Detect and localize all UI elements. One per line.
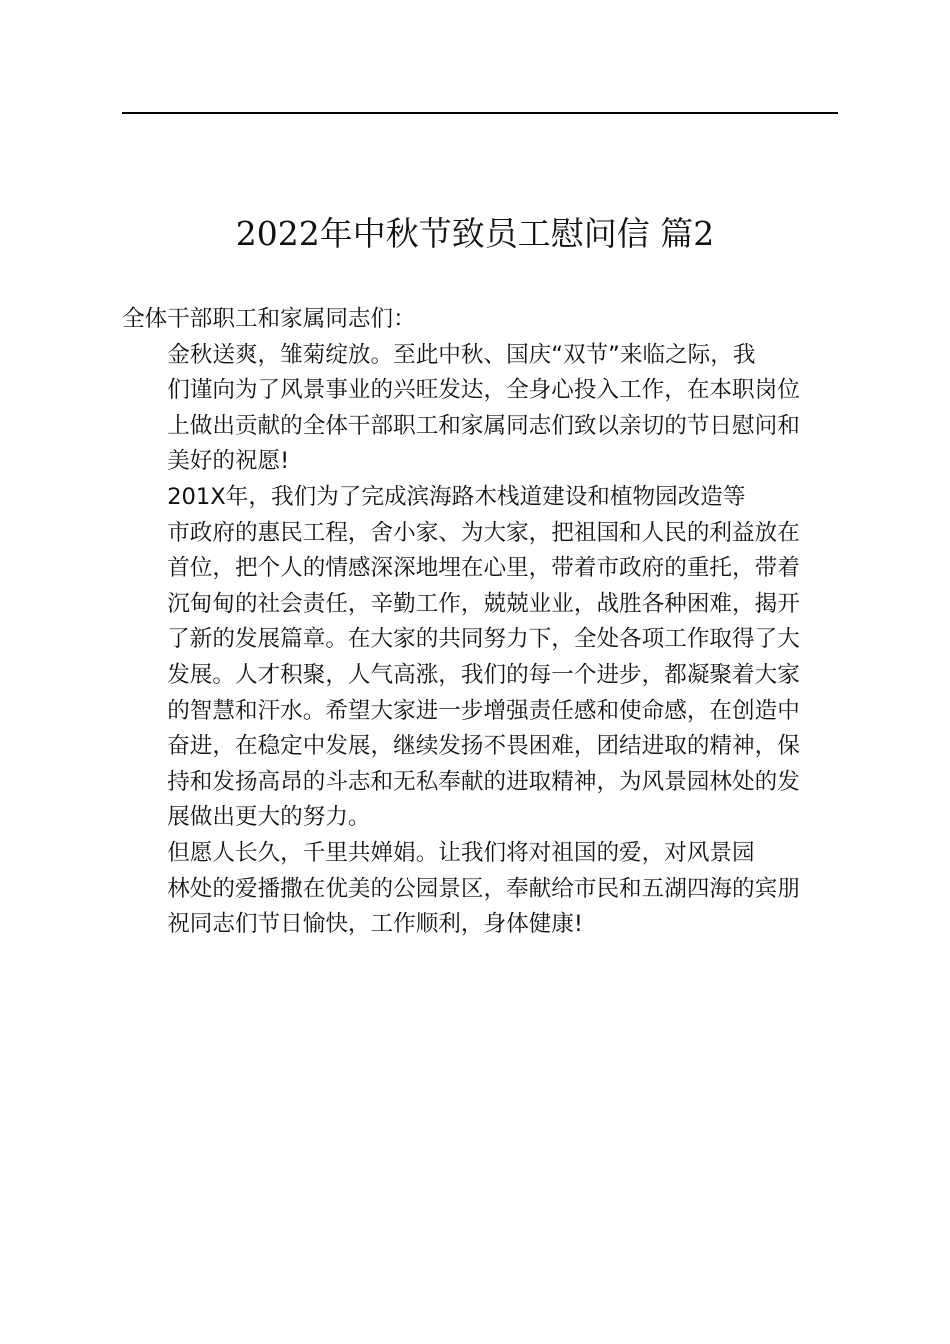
text-line: 们谨向为了风景事业的兴旺发达，全身心投入工作，在本职岗位 [167,377,800,404]
page-title: 2022年中秋节致员工慰问信 篇2 [235,214,715,253]
text-line: 奋进，在稳定中发展，继续发扬不畏困难，团结进取的精神，保 [167,733,800,760]
text-line: 首位，把个人的情感深深地埋在心里，带着市政府的重托，带着 [167,555,800,582]
paragraph-2 [122,480,838,836]
paragraph-3 [122,836,838,907]
text-line: 展做出更大的努力。 [167,804,371,831]
text-line: 市政府的惠民工程，舍小家、为大家，把祖国和人民的利益放在 [167,519,800,546]
text-line: 发展。人才积聚，人气高涨，我们的每一个进步，都凝聚着大家 [167,661,800,688]
text-line: 了新的发展篇章。在大家的共同努力下，全处各项工作取得了大 [167,626,800,653]
text-line: 金秋送爽，雏菊绽放。至此中秋、国庆“双节”来临之际，我 [167,341,756,368]
text-line: 美好的祝愿! [167,448,290,475]
text-line: 上做出贡献的全体干部职工和家属同志们致以亲切的节日慰问和 [167,412,800,439]
header-rule [122,112,838,114]
paragraph-1 [122,338,838,480]
text-line: 201X年，我们为了完成滨海路木栈道建设和植物园改造等 [167,483,746,510]
text-line: 的智慧和汗水。希望大家进一步增强责任感和使命感，在创造中 [167,697,800,724]
greeting [122,302,838,338]
text-line: 但愿人长久，千里共婵娟。让我们将对祖国的爱，对风景园 [167,839,755,866]
text-line: 持和发扬高昂的斗志和无私奉献的进取精神，为风景园林处的发 [167,768,800,795]
paragraph-4 [122,907,838,943]
text-line: 林处的爱播撒在优美的公园景区，奉献给市民和五湖四海的宾朋 [167,875,800,902]
text-line: 祝同志们节日愉快，工作顺利，身体健康! [167,911,583,938]
greeting-line: 全体干部职工和家属同志们： [122,306,416,332]
text-line: 沉甸甸的社会责任，辛勤工作，兢兢业业，战胜各种困难，揭开 [167,590,800,617]
letter-body [122,302,838,943]
